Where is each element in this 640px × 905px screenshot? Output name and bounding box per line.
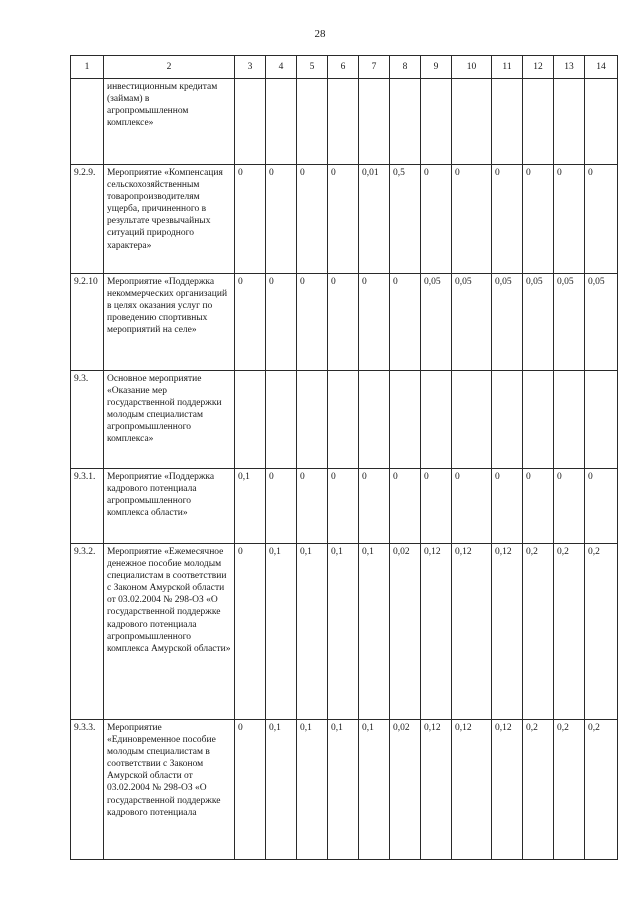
value-cell: 0,2 [554,720,585,860]
value-cell: 0,1 [359,544,390,720]
value-cell [523,79,554,165]
value-cell [235,371,266,469]
value-cell [359,371,390,469]
value-cell [390,371,421,469]
page-number: 28 [314,28,326,40]
header-cell: 8 [390,56,421,79]
value-cell [585,79,618,165]
value-cell: 0,1 [359,720,390,860]
table-row [71,274,618,371]
header-cell: 14 [585,56,618,79]
measure-name-cell: Мероприятие «Компенсация сельскохозяйственным товаропроизводителям ущерба, причиненного в результате чрезвычайных ситуаций природного характера» [104,165,235,274]
value-cell [585,371,618,469]
value-cell [266,79,297,165]
value-cell: 0,1 [297,544,328,720]
value-cell: 0 [266,274,297,371]
row-number-cell: 9.2.10 [71,274,104,371]
measure-name-cell: Основное мероприятие «Оказание мер государственной поддержки молодым специалистам агропромышленного комплекса» [104,371,235,469]
value-cell: 0,05 [452,274,492,371]
value-cell: 0 [297,165,328,274]
value-cell [421,371,452,469]
row-number-cell [71,79,104,165]
value-cell: 0,2 [523,544,554,720]
value-cell: 0 [235,274,266,371]
header-cell: 6 [328,56,359,79]
header-cell: 9 [421,56,452,79]
value-cell [390,79,421,165]
header-cell: 4 [266,56,297,79]
value-cell: 0 [554,165,585,274]
value-cell: 0,1 [328,544,359,720]
value-cell: 0,12 [421,544,452,720]
value-cell: 0,12 [452,720,492,860]
header-cell: 11 [492,56,523,79]
value-cell [523,371,554,469]
value-cell: 0 [390,274,421,371]
header-row [71,56,618,79]
value-cell: 0 [523,469,554,544]
row-number-cell: 9.3.1. [71,469,104,544]
table-row [71,544,618,720]
value-cell: 0 [554,469,585,544]
value-cell: 0,2 [554,544,585,720]
row-number-cell: 9.3.3. [71,720,104,860]
value-cell: 0,12 [492,544,523,720]
table-row [71,79,618,165]
value-cell: 0,05 [421,274,452,371]
measure-name-cell: Мероприятие «Поддержка некоммерческих организаций в целях оказания услуг по проведению спортивных мероприятий на селе» [104,274,235,371]
value-cell [235,79,266,165]
value-cell: 0,12 [421,720,452,860]
value-cell [492,79,523,165]
value-cell: 0,1 [235,469,266,544]
value-cell: 0 [235,165,266,274]
value-cell [297,79,328,165]
value-cell: 0 [297,469,328,544]
measure-name-cell: Мероприятие «Поддержка кадрового потенциала агропромышленного комплекса области» [104,469,235,544]
value-cell: 0,2 [585,544,618,720]
value-cell: 0 [492,469,523,544]
header-cell: 7 [359,56,390,79]
value-cell: 0 [421,165,452,274]
value-cell: 0,5 [390,165,421,274]
value-cell: 0 [328,274,359,371]
header-cell: 10 [452,56,492,79]
value-cell: 0,2 [585,720,618,860]
header-cell: 13 [554,56,585,79]
table-row [71,720,618,860]
value-cell: 0 [390,469,421,544]
value-cell: 0 [585,165,618,274]
value-cell: 0,05 [523,274,554,371]
value-cell [421,79,452,165]
row-number-cell: 9.2.9. [71,165,104,274]
value-cell: 0,02 [390,544,421,720]
value-cell [452,79,492,165]
header-cell: 3 [235,56,266,79]
measure-name-cell: инвестиционным кредитам (займам) в агропромышленном комплексе» [104,79,235,165]
value-cell [554,371,585,469]
header-cell: 2 [104,56,235,79]
value-cell: 0,1 [266,720,297,860]
value-cell: 0 [266,469,297,544]
value-cell: 0 [297,274,328,371]
value-cell [328,79,359,165]
value-cell: 0,1 [328,720,359,860]
value-cell [452,371,492,469]
measure-name-cell: Мероприятие «Ежемесячное денежное пособие молодым специалистам в соответствии с Законом Амурской области от 03.02.2004 № 298-ОЗ «О государственной поддержке кадрового потенциала агропромышленного комплекса Амурской области» [104,544,235,720]
value-cell: 0 [523,165,554,274]
value-cell: 0,12 [492,720,523,860]
program-measures-table [70,55,618,860]
value-cell: 0 [421,469,452,544]
value-cell: 0,01 [359,165,390,274]
value-cell: 0 [328,469,359,544]
value-cell: 0 [359,469,390,544]
value-cell: 0,2 [523,720,554,860]
row-number-cell: 9.3. [71,371,104,469]
table-row [71,165,618,274]
header-cell: 12 [523,56,554,79]
header-cell: 5 [297,56,328,79]
table-row [71,371,618,469]
value-cell [297,371,328,469]
value-cell [359,79,390,165]
row-number-cell: 9.3.2. [71,544,104,720]
value-cell: 0 [452,165,492,274]
value-cell [328,371,359,469]
table-row [71,469,618,544]
value-cell [554,79,585,165]
value-cell: 0,05 [554,274,585,371]
value-cell: 0 [359,274,390,371]
value-cell: 0,05 [585,274,618,371]
value-cell: 0 [585,469,618,544]
value-cell [266,371,297,469]
value-cell: 0,1 [297,720,328,860]
value-cell: 0 [266,165,297,274]
measure-name-cell: Мероприятие «Единовременное пособие молодым специалистам в соответствии с Законом Амурской области от 03.02.2004 № 298-ОЗ «О государственной поддержке кадрового потенциала [104,720,235,860]
value-cell: 0 [492,165,523,274]
value-cell: 0,12 [452,544,492,720]
value-cell: 0,05 [492,274,523,371]
value-cell: 0 [235,544,266,720]
header-cell: 1 [71,56,104,79]
value-cell [492,371,523,469]
value-cell: 0 [328,165,359,274]
value-cell: 0 [452,469,492,544]
value-cell: 0,1 [266,544,297,720]
value-cell: 0 [235,720,266,860]
value-cell: 0,02 [390,720,421,860]
